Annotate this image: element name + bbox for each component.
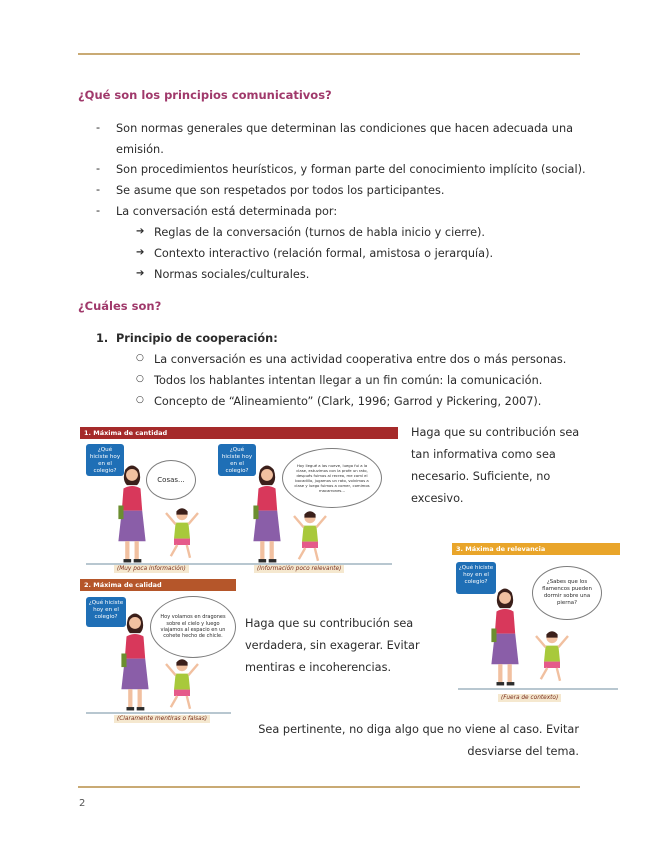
principle-title: Principio de cooperación: — [116, 332, 278, 345]
caption: (Muy poca información) — [114, 565, 189, 573]
text-relevancia-1: Sea pertinente, no diga algo que no viene al caso. Evitar — [258, 723, 579, 736]
caption: (Fuera de contexto) — [498, 694, 561, 702]
arrow-icon: ➔ — [136, 268, 145, 279]
circle-bullet-icon: ○ — [136, 353, 144, 363]
bullet-1-line2: emisión. — [116, 143, 164, 156]
principle-item-3: Concepto de “Alineamiento” (Clark, 1996; Garrod y Pickering, 2007). — [154, 395, 542, 408]
woman-figure-icon — [250, 462, 284, 566]
text-calidad-2: verdadera, sin exagerar. Evitar — [245, 639, 420, 652]
panel-title-cantidad: 1. Máxima de cantidad — [80, 427, 398, 439]
top-rule — [78, 53, 580, 55]
section-heading-principios: ¿Qué son los principios comunicativos? — [78, 88, 332, 102]
woman-figure-icon — [118, 610, 152, 714]
page-number: 2 — [79, 798, 86, 809]
sub-bullet-1: Reglas de la conversación (turnos de habla inicio y cierre). — [154, 226, 486, 239]
bullet-dash: - — [96, 162, 101, 175]
question-bubble: ¿Qué hiciste hoy en el colegio? — [218, 444, 256, 476]
answer-bubble: Cosas... — [146, 460, 196, 500]
text-cantidad-4: excesivo. — [411, 492, 464, 505]
question-bubble: ¿Qué hiciste hoy en el colegio? — [456, 562, 496, 594]
bullet-dash: - — [96, 121, 101, 134]
woman-figure-icon — [488, 585, 522, 689]
bullet-dash: - — [96, 183, 101, 196]
principle-item-2: Todos los hablantes intentan llegar a un fin común: la comunicación. — [154, 374, 543, 387]
panel-title-relevancia: 3. Máxima de relevancia — [452, 543, 620, 555]
principle-item-1: La conversación es una actividad cooperativa entre dos o más personas. — [154, 353, 567, 366]
child-figure-icon — [532, 628, 572, 684]
child-figure-icon — [162, 656, 202, 712]
arrow-icon: ➔ — [136, 247, 145, 258]
circle-bullet-icon: ○ — [136, 395, 144, 405]
text-cantidad-3: necesario. Suficiente, no — [411, 470, 551, 483]
sub-bullet-2: Contexto interactivo (relación formal, amistosa o jerarquía). — [154, 247, 494, 260]
question-bubble: ¿Qué hiciste hoy en el colegio? — [86, 444, 124, 476]
panel-title-calidad: 2. Máxima de calidad — [80, 579, 236, 591]
question-bubble: ¿Qué hiciste hoy en el colegio? — [86, 597, 126, 627]
bottom-rule — [78, 786, 580, 788]
bullet-1-line1: Son normas generales que determinan las condiciones que hacen adecuada una — [116, 122, 574, 135]
arrow-icon: ➔ — [136, 226, 145, 237]
child-figure-icon — [290, 508, 330, 564]
circle-bullet-icon: ○ — [136, 374, 144, 384]
answer-bubble: Hoy volamos en dragones sobre el cielo y luego viajamos al espacio en un cohete hecho de chicle. — [150, 596, 236, 658]
answer-bubble: ¿Sabes que los flamencos pueden dormir sobre una pierna? — [532, 566, 602, 620]
section-heading-cuales: ¿Cuáles son? — [78, 299, 162, 313]
caption: (Información poco relevante) — [254, 565, 344, 573]
sub-bullet-3: Normas sociales/culturales. — [154, 268, 310, 281]
text-calidad-3: mentiras e incoherencias. — [245, 661, 392, 674]
bullet-2: Son procedimientos heurísticos, y forman parte del conocimiento implícito (social). — [116, 163, 586, 176]
caption: (Claramente mentiras o falsas) — [114, 715, 210, 723]
text-cantidad-2: tan informativa como sea — [411, 448, 556, 461]
text-cantidad-1: Haga que su contribución sea — [411, 426, 580, 439]
bullet-3: Se asume que son respetados por todos los participantes. — [116, 184, 445, 197]
principle-number: 1. — [96, 332, 109, 345]
text-relevancia-2: desviarse del tema. — [467, 745, 579, 758]
bullet-dash: - — [96, 204, 101, 217]
floor-line — [86, 712, 231, 714]
answer-bubble: Hoy llegué a las nueve, luego fui a la clase, estuvimos con la profe un rato, después fuimos al recreo, me comí el bocadillo, jugamos un rato, volvimos a clase y luego fuimos a comer, comimos macarrones... — [282, 448, 382, 508]
woman-figure-icon — [115, 462, 149, 566]
floor-line — [458, 688, 618, 690]
child-figure-icon — [162, 505, 202, 561]
bullet-4: La conversación está determinada por: — [116, 205, 338, 218]
text-calidad-1: Haga que su contribución sea — [245, 617, 414, 630]
